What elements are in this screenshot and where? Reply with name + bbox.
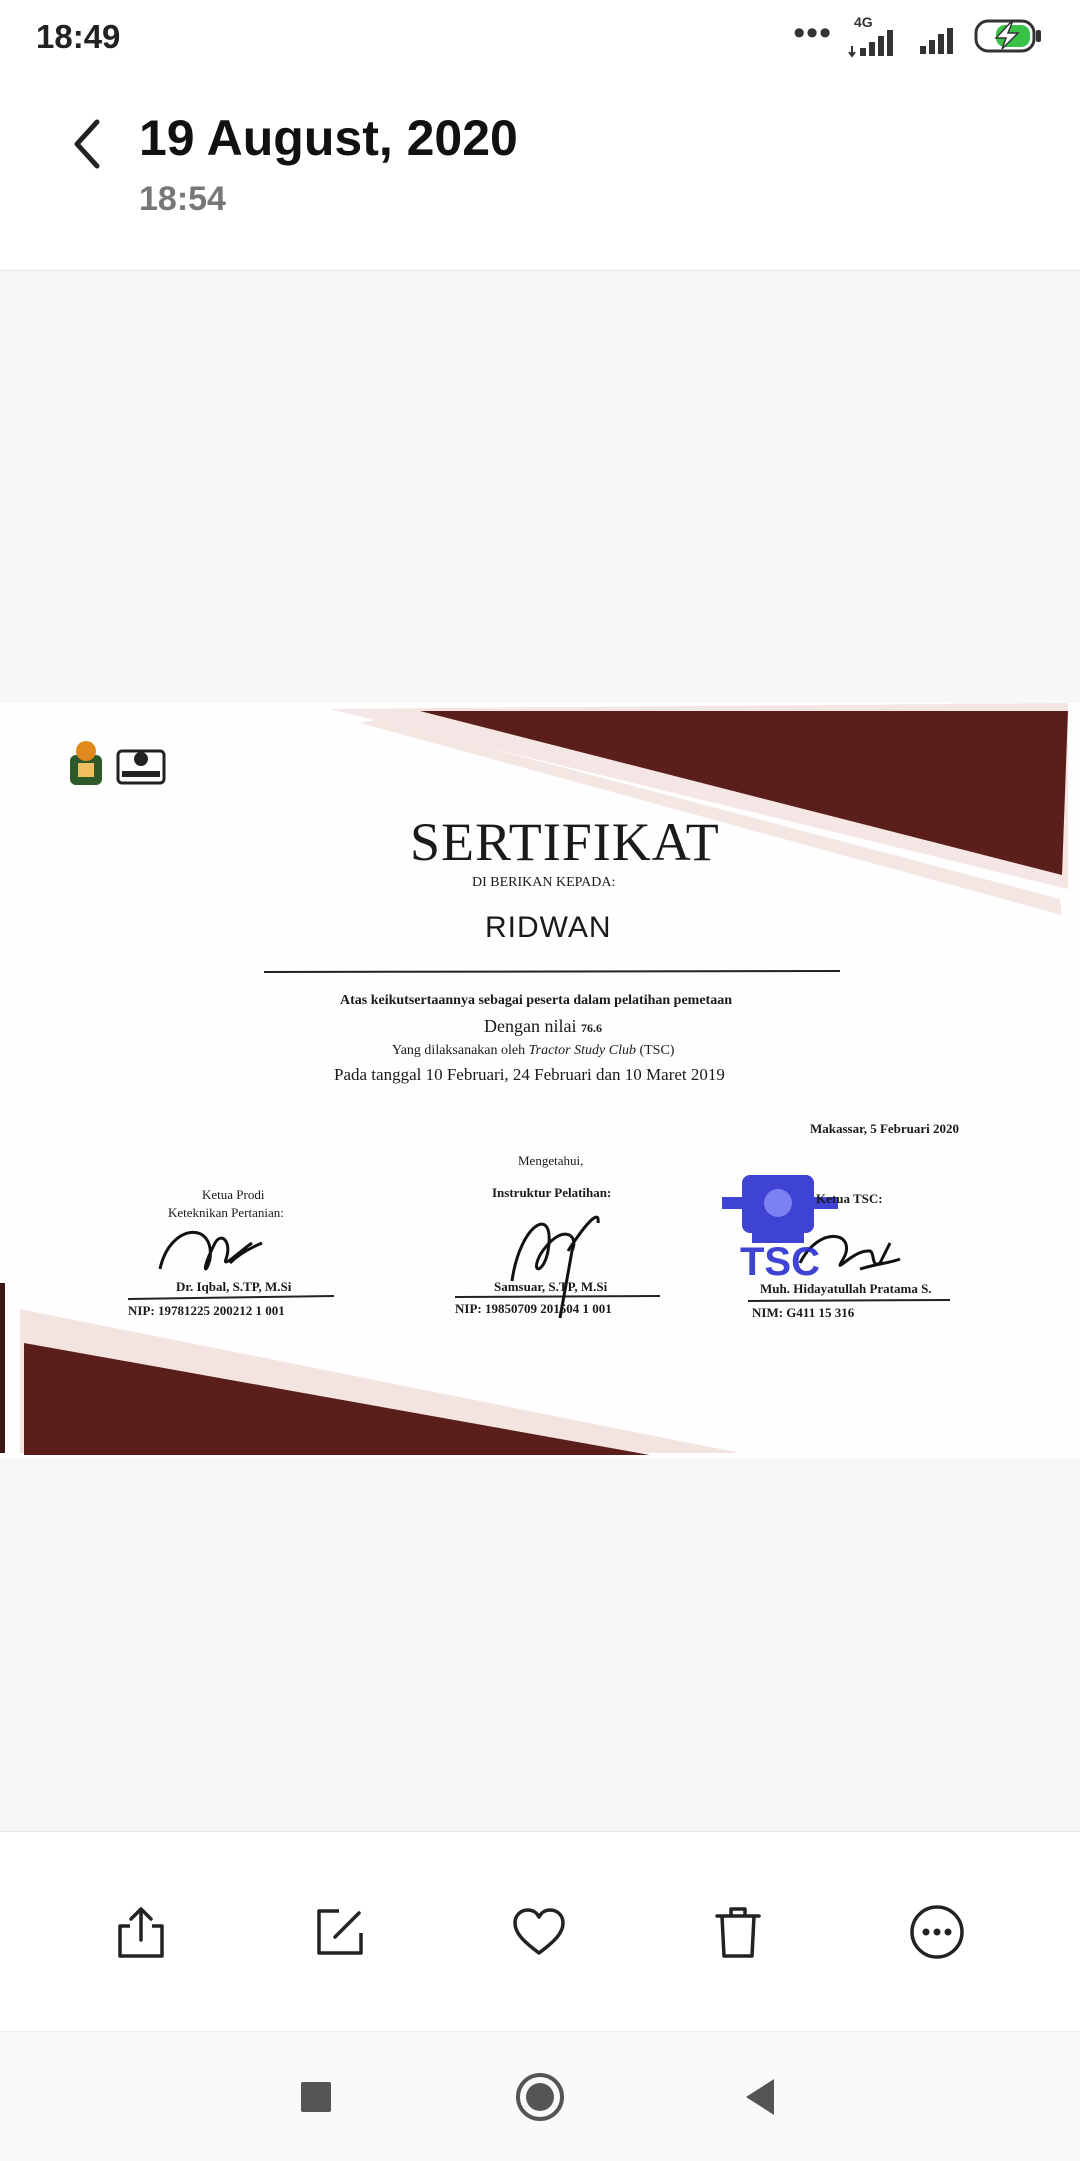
system-navigation-bar [0, 2031, 1080, 2161]
battery-charging-icon [974, 18, 1044, 59]
place-date: Makassar, 5 Februari 2020 [810, 1121, 960, 1136]
photo-time: 18:54 [139, 180, 226, 218]
university-logo [70, 741, 102, 785]
signatory-1-name: Dr. Iqbal, S.TP, M.Si [176, 1279, 292, 1294]
share-icon [114, 1904, 168, 1960]
image-viewer[interactable] [0, 271, 1080, 1831]
signatory-1-id: NIP: 19781225 200212 1 001 [128, 1303, 285, 1318]
certificate-photo[interactable] [0, 703, 1080, 1459]
triangle-back-icon [742, 2077, 778, 2117]
recents-button[interactable] [281, 2062, 351, 2132]
more-options-button[interactable] [892, 1887, 982, 1977]
organizer-prefix: Yang dilaksanakan oleh [392, 1043, 526, 1058]
signatory-3-id: NIM: G411 15 316 [752, 1305, 855, 1320]
home-button[interactable] [505, 2062, 575, 2132]
edit-icon [313, 1905, 367, 1959]
circle-icon [514, 2071, 566, 2123]
viewer-header [0, 76, 1080, 271]
edit-button[interactable] [295, 1887, 385, 1977]
signatory-2-role: Instruktur Pelatihan: [492, 1185, 612, 1200]
status-time: 18:49 [36, 18, 121, 55]
trash-icon [713, 1904, 763, 1960]
dates-line: Pada tanggal 10 Februari, 24 Februari dan 10 Maret 2019 [334, 1065, 725, 1084]
organizer-abbr: (TSC) [639, 1043, 675, 1058]
recipient-name: RIDWAN [485, 911, 612, 944]
favorite-button[interactable] [494, 1887, 584, 1977]
share-button[interactable] [96, 1887, 186, 1977]
signatory-1-role-2: Keteknikan Pertanian: [168, 1205, 284, 1220]
photo-date: 19 August, 2020 [139, 110, 518, 166]
acknowledged-label: Mengetahui, [518, 1153, 584, 1168]
grade-line [484, 1016, 602, 1037]
status-icons [793, 14, 1044, 58]
participation-line: Atas keikutsertaannya sebagai peserta dalam pelatihan pemetaan [340, 993, 733, 1008]
signal-icon [916, 16, 960, 61]
more-notifications-icon: ••• [793, 14, 832, 52]
grade-prefix: Dengan nilai [484, 1016, 577, 1036]
signatory-3-role: Ketua TSC: [816, 1191, 883, 1206]
signatory-1-role: Ketua Prodi [202, 1187, 265, 1202]
more-icon [908, 1903, 966, 1961]
heart-icon [511, 1907, 567, 1957]
certificate-title: SERTIFIKAT [410, 812, 720, 872]
organizer-line [392, 1043, 674, 1059]
signatory-2-name: Samsuar, S.TP, M.Si [494, 1279, 608, 1294]
grade-value: 76.6 [580, 1021, 602, 1035]
square-icon [299, 2080, 333, 2114]
certificate-subtitle: DI BERIKAN KEPADA: [472, 875, 616, 890]
organizer-name: Tractor Study Club [528, 1043, 636, 1058]
nav-back-button[interactable] [725, 2062, 795, 2132]
network-type-label: 4G [854, 14, 873, 30]
tsc-logo [118, 751, 164, 783]
delete-button[interactable] [693, 1887, 783, 1977]
signal-4g-icon [846, 14, 902, 58]
signatory-2-id: NIP: 19850709 201504 1 001 [455, 1301, 612, 1316]
chevron-left-icon [69, 118, 103, 170]
stamp-text: TSC [740, 1240, 820, 1284]
photo-actions-toolbar [0, 1831, 1080, 2032]
back-button[interactable] [56, 104, 116, 184]
signatory-3-name: Muh. Hidayatullah Pratama S. [760, 1281, 932, 1296]
status-bar [0, 0, 1080, 76]
